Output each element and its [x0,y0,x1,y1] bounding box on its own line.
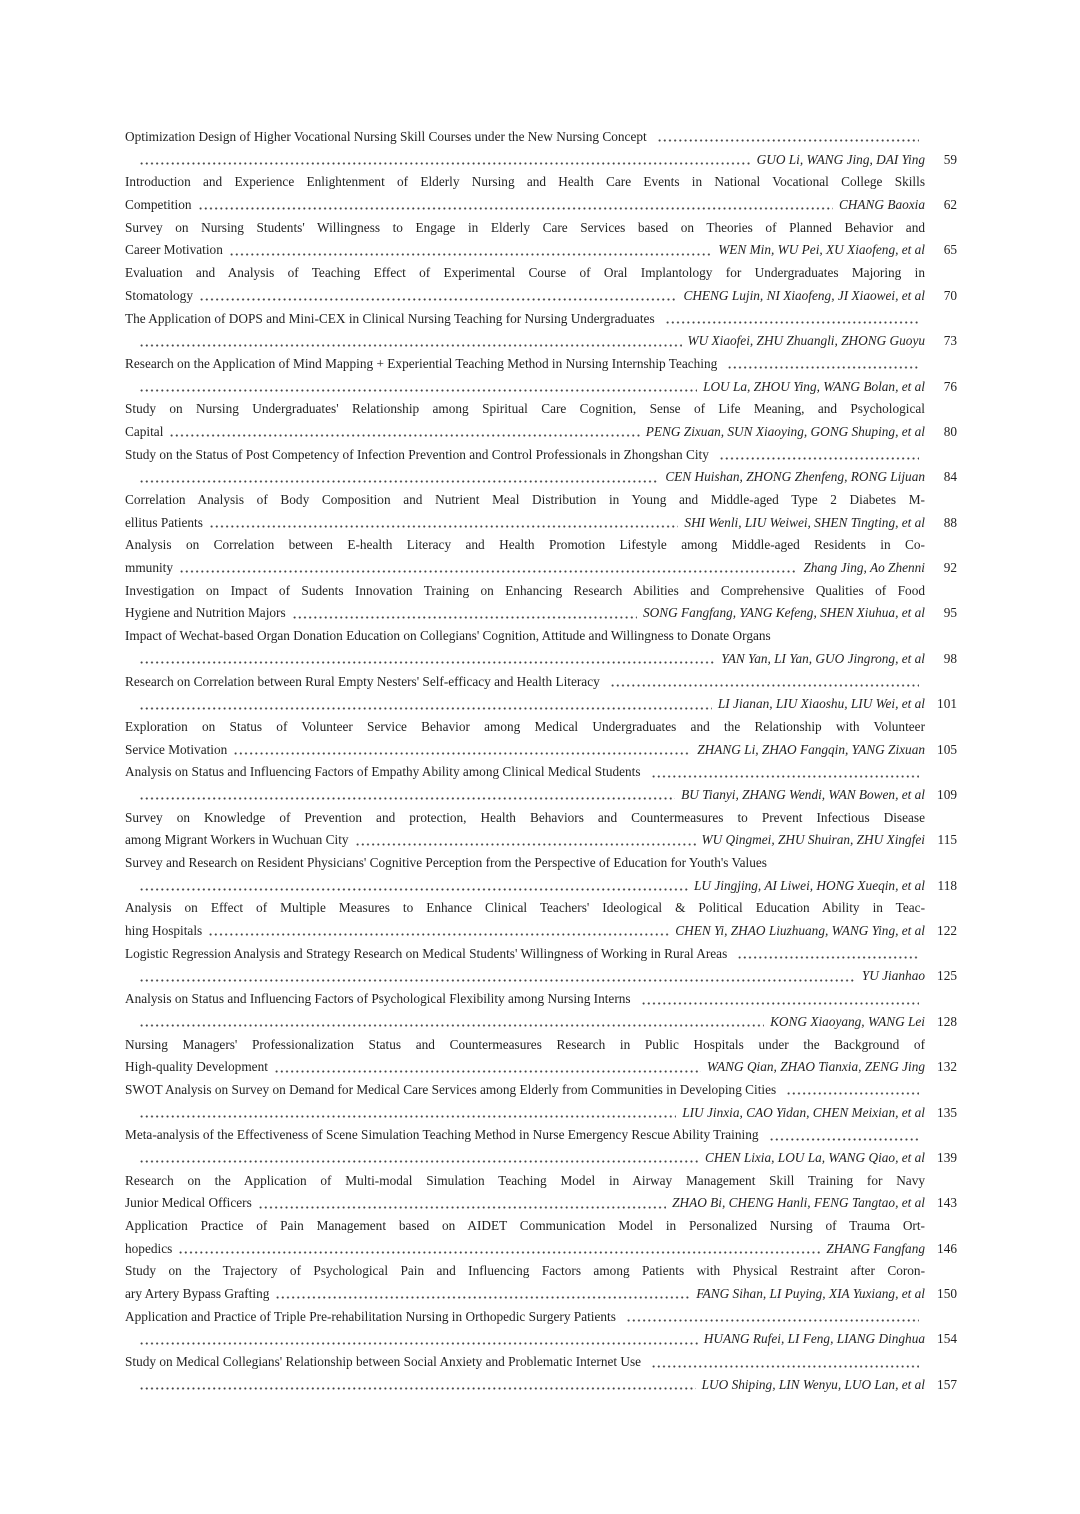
dot-leader [258,1192,666,1215]
entry-page-number: 122 [937,923,957,939]
dot-leader [292,602,637,625]
entry-page-number: 59 [943,151,957,167]
toc-entry [125,580,957,625]
dot-leader [139,1102,676,1125]
entry-page-number: 135 [937,1104,957,1120]
toc-entry [125,217,957,262]
entry-page-number: 128 [937,1013,957,1029]
dot-leader [727,353,919,376]
entry-title: Application and Practice of Triple Pre-rehabilitation Nursing in Orthopedic Surgery Patients [125,1308,616,1324]
toc-entry [125,807,957,852]
entry-title: Survey and Research on Resident Physicians' Cognitive Perception from the Perspective of Education for Youth's Values [125,855,767,870]
toc-entry [125,1124,957,1169]
entry-page-number: 101 [937,696,957,712]
entry-authors: CHEN Lixia, LOU La, WANG Qiao, et al [705,1149,925,1165]
entry-page-number: 98 [943,650,957,666]
entry-authors: LUO Shiping, LIN Wenyu, LUO Lan, et al [701,1376,925,1392]
toc-entry [125,625,957,670]
entry-title: Application Practice of Pain Management based on AIDET Communication Model in Personalized Nursing of Trauma Ort- [125,1218,925,1233]
dot-leader [179,557,797,580]
entry-title: Analysis on Effect of Multiple Measures to Enhance Clinical Teachers' Ideological & Political Education Ability in Teac- [125,900,925,916]
entry-title-continued: mmunity [125,560,174,576]
toc-entry [125,1079,957,1124]
toc-entry [125,534,957,579]
toc-entry [125,852,957,897]
dot-leader [139,1147,699,1170]
entry-page-number: 157 [937,1376,957,1392]
entry-title: Research on the Application of Multi-modal Simulation Teaching Model in Airway Management Skill Training for Navy [125,1172,925,1188]
toc-entry [125,1170,957,1215]
toc-entry [125,1260,957,1305]
dot-leader [275,1283,690,1306]
entry-authors: GUO Li, WANG Jing, DAI Ying [756,151,925,167]
table-of-contents [125,126,957,1397]
dot-leader [139,1328,698,1351]
entry-title: Study on Medical Collegians' Relationship between Social Anxiety and Problematic Internet Use [125,1354,642,1370]
entry-title-continued: ellitus Patients [125,514,203,530]
entry-title-continued: among Migrant Workers in Wuchuan City [125,832,349,848]
toc-entry [125,897,957,942]
dot-leader [737,943,919,966]
toc-entry [125,262,957,307]
entry-authors: ZHANG Li, ZHAO Fangqin, YANG Zixuan [697,741,925,757]
entry-title: Exploration on Status of Volunteer Service Behavior among Medical Undergraduates and the Relationship with Volunteer [125,718,925,734]
entry-page-number: 84 [943,469,957,485]
entry-page-number: 70 [943,287,957,303]
dot-leader [657,126,919,149]
entry-title: Correlation Analysis of Body Composition and Nutrient Meal Distribution in Young and Middle-aged Type 2 Diabetes M- [125,492,925,507]
entry-title: Optimization Design of Higher Vocational Nursing Skill Courses under the New Nursing Concept [125,129,647,144]
toc-entry [125,353,957,398]
dot-leader [626,1306,919,1329]
dot-leader [610,671,919,694]
dot-leader [786,1079,919,1102]
toc-entry [125,1351,957,1396]
entry-title-continued: Career Motivation [125,242,223,258]
toc-entry [125,671,957,716]
entry-authors: HUANG Rufei, LI Feng, LIANG Dinghua [703,1331,925,1347]
entry-title: Analysis on Correlation between E-health Literacy and Health Promotion Lifestyle among Middle-aged Residents in Co- [125,537,925,553]
dot-leader [139,1011,764,1034]
toc-entry [125,489,957,534]
toc-entry [125,1215,957,1260]
entry-authors: PENG Zixuan, SUN Xiaoying, GONG Shuping, et al [645,423,925,439]
dot-leader [769,1124,920,1147]
entry-title-continued: Service Motivation [125,741,228,757]
entry-authors: CEN Huishan, ZHONG Zhenfeng, RONG Lijuan [665,469,925,485]
entry-title-continued: hing Hospitals [125,923,203,939]
entry-authors: KONG Xiaoyang, WANG Lei [770,1013,925,1029]
dot-leader [169,421,639,444]
entry-page-number: 88 [943,514,957,530]
entry-page-number: 143 [937,1195,957,1211]
entry-title: Impact of Wechat-based Organ Donation Education on Collegians' Cognition, Attitude and Willingness to Donate Organs [125,628,771,644]
entry-title: Survey on Knowledge of Prevention and protection, Health Behaviors and Countermeasures to Prevent Infectious Disease [125,809,925,825]
entry-page-number: 125 [937,968,957,984]
toc-entry [125,761,957,806]
entry-title: Research on Correlation between Rural Empty Nesters' Self-efficacy and Health Literacy [125,673,600,689]
dot-leader [139,965,856,988]
entry-title: Logistic Regression Analysis and Strategy Research on Medical Students' Willingness of Working in Rural Areas [125,945,728,961]
entry-authors: CHEN Yi, ZHAO Liuzhuang, WANG Ying, et al [675,923,925,939]
entry-authors: YU Jianhao [861,968,925,984]
toc-entry [125,1306,957,1351]
entry-authors: CHANG Baoxia [838,197,925,213]
entry-title-continued: ary Artery Bypass Grafting [125,1286,270,1302]
entry-authors: CHENG Lujin, NI Xiaofeng, JI Xiaowei, et al [683,287,925,303]
entry-page-number: 62 [943,197,957,213]
dot-leader [139,875,688,898]
entry-page-number: 73 [943,333,957,349]
dot-leader [178,1238,820,1261]
entry-title-continued: Junior Medical Officers [125,1195,252,1211]
entry-title: Survey on Nursing Students' Willingness to Engage in Elderly Care Services based on Theories of Planned Behavior and [125,219,925,235]
entry-authors: FANG Sihan, LI Puying, XIA Yuxiang, et al [696,1286,925,1302]
entry-page-number: 118 [937,877,957,893]
entry-authors: YAN Yan, LI Yan, GUO Jingrong, et al [721,650,925,666]
toc-entry [125,988,957,1033]
dot-leader [233,739,691,762]
entry-page-number: 92 [943,560,957,576]
entry-authors: WU Qingmei, ZHU Shuiran, ZHU Xingfei [701,832,925,848]
toc-entry [125,716,957,761]
entry-page-number: 80 [943,423,957,439]
entry-title: Evaluation and Analysis of Teaching Effect of Experimental Course of Oral Implantology for Undergraduates Majoring in [125,265,925,281]
entry-page-number: 95 [943,605,957,621]
entry-title-continued: High-quality Development [125,1059,268,1075]
entry-authors: WANG Qian, ZHAO Tianxia, ZENG Jing [706,1059,925,1075]
entry-title: Research on the Application of Mind Mapping + Experiential Teaching Method in Nursing Internship Teaching [125,355,718,371]
entry-authors: LOU La, ZHOU Ying, WANG Bolan, et al [703,378,925,394]
entry-title-continued: Hygiene and Nutrition Majors [125,605,286,621]
entry-page-number: 132 [937,1059,957,1075]
entry-title: Analysis on Status and Influencing Factors of Psychological Flexibility among Nursing Interns [125,991,631,1007]
entry-authors: WEN Min, WU Pei, XU Xiaofeng, et al [718,242,925,258]
entry-page-number: 65 [943,242,957,258]
dot-leader [139,466,659,489]
toc-entry [125,126,957,171]
dot-leader [209,512,678,535]
entry-authors: BU Tianyi, ZHANG Wendi, WAN Bowen, et al [681,786,925,802]
entry-title: Study on the Status of Post Competency of Infection Prevention and Control Professionals in Zhongshan City [125,446,709,462]
entry-title: Study on the Trajectory of Psychological Pain and Influencing Factors among Patients with Physical Restraint after Coron- [125,1263,925,1279]
entry-title: Introduction and Experience Enlightenment of Elderly Nursing and Health Care Events in National Vocational College Skills [125,174,925,190]
entry-page-number: 76 [943,378,957,394]
entry-title: Analysis on Status and Influencing Factors of Empathy Ability among Clinical Medical Students [125,764,641,780]
dot-leader [651,1351,919,1374]
entry-title-continued: Competition [125,197,192,213]
entry-authors: LI Jianan, LIU Xiaoshu, LIU Wei, et al [717,696,925,712]
toc-entry [125,943,957,988]
entry-authors: LIU Jinxia, CAO Yidan, CHEN Meixian, et al [682,1104,925,1120]
entry-page-number: 139 [937,1149,957,1165]
entry-authors: SHI Wenli, LIU Weiwei, SHEN Tingting, et al [684,514,925,530]
dot-leader [139,784,675,807]
dot-leader [139,693,712,716]
dot-leader [139,330,682,353]
toc-entry [125,308,957,353]
toc-entry [125,171,957,216]
dot-leader [651,761,919,784]
entry-title-continued: hopedics [125,1240,173,1256]
dot-leader [139,376,697,399]
entry-page-number: 109 [937,786,957,802]
dot-leader [229,239,712,262]
dot-leader [139,149,751,172]
entry-authors: ZHAO Bi, CHENG Hanli, FENG Tangtao, et al [672,1195,925,1211]
entry-authors: Zhang Jing, Ao Zhenni [803,560,925,576]
entry-title: Nursing Managers' Professionalization Status and Countermeasures Research in Public Hospitals under the Background of [125,1036,925,1052]
dot-leader [139,1374,696,1397]
entry-title-continued: Capital [125,423,164,439]
toc-entry [125,1034,957,1079]
entry-page-number: 146 [937,1240,957,1256]
entry-authors: SONG Fangfang, YANG Kefeng, SHEN Xiuhua, et al [643,605,925,621]
dot-leader [641,988,919,1011]
entry-page-number: 150 [937,1286,957,1302]
dot-leader [198,194,833,217]
entry-title: The Application of DOPS and Mini-CEX in Clinical Nursing Teaching for Nursing Undergraduates [125,310,655,326]
dot-leader [274,1056,701,1079]
entry-authors: LU Jingjing, AI Liwei, HONG Xueqin, et al [694,877,925,893]
dot-leader [199,285,677,308]
entry-page-number: 154 [937,1331,957,1347]
entry-page-number: 115 [937,832,957,848]
toc-entry [125,444,957,489]
entry-authors: ZHANG Fangfang [826,1240,925,1256]
entry-title: SWOT Analysis on Survey on Demand for Medical Care Services among Elderly from Communities in Developing Cities [125,1081,777,1097]
dot-leader [139,648,715,671]
dot-leader [665,308,919,331]
dot-leader [208,920,669,943]
entry-title-continued: Stomatology [125,287,193,303]
entry-authors: WU Xiaofei, ZHU Zhuangli, ZHONG Guoyu [687,333,925,349]
dot-leader [719,444,919,467]
toc-entry [125,398,957,443]
dot-leader [355,829,696,852]
entry-page-number: 105 [937,741,957,757]
entry-title: Study on Nursing Undergraduates' Relationship among Spiritual Care Cognition, Sense of Life Meaning, and Psychological [125,401,925,417]
entry-title: Investigation on Impact of Sudents Innovation Training on Enhancing Research Abilities and Comprehensive Qualities of Food [125,582,925,598]
entry-title: Meta-analysis of the Effectiveness of Scene Simulation Teaching Method in Nurse Emergency Rescue Ability Training [125,1127,759,1143]
